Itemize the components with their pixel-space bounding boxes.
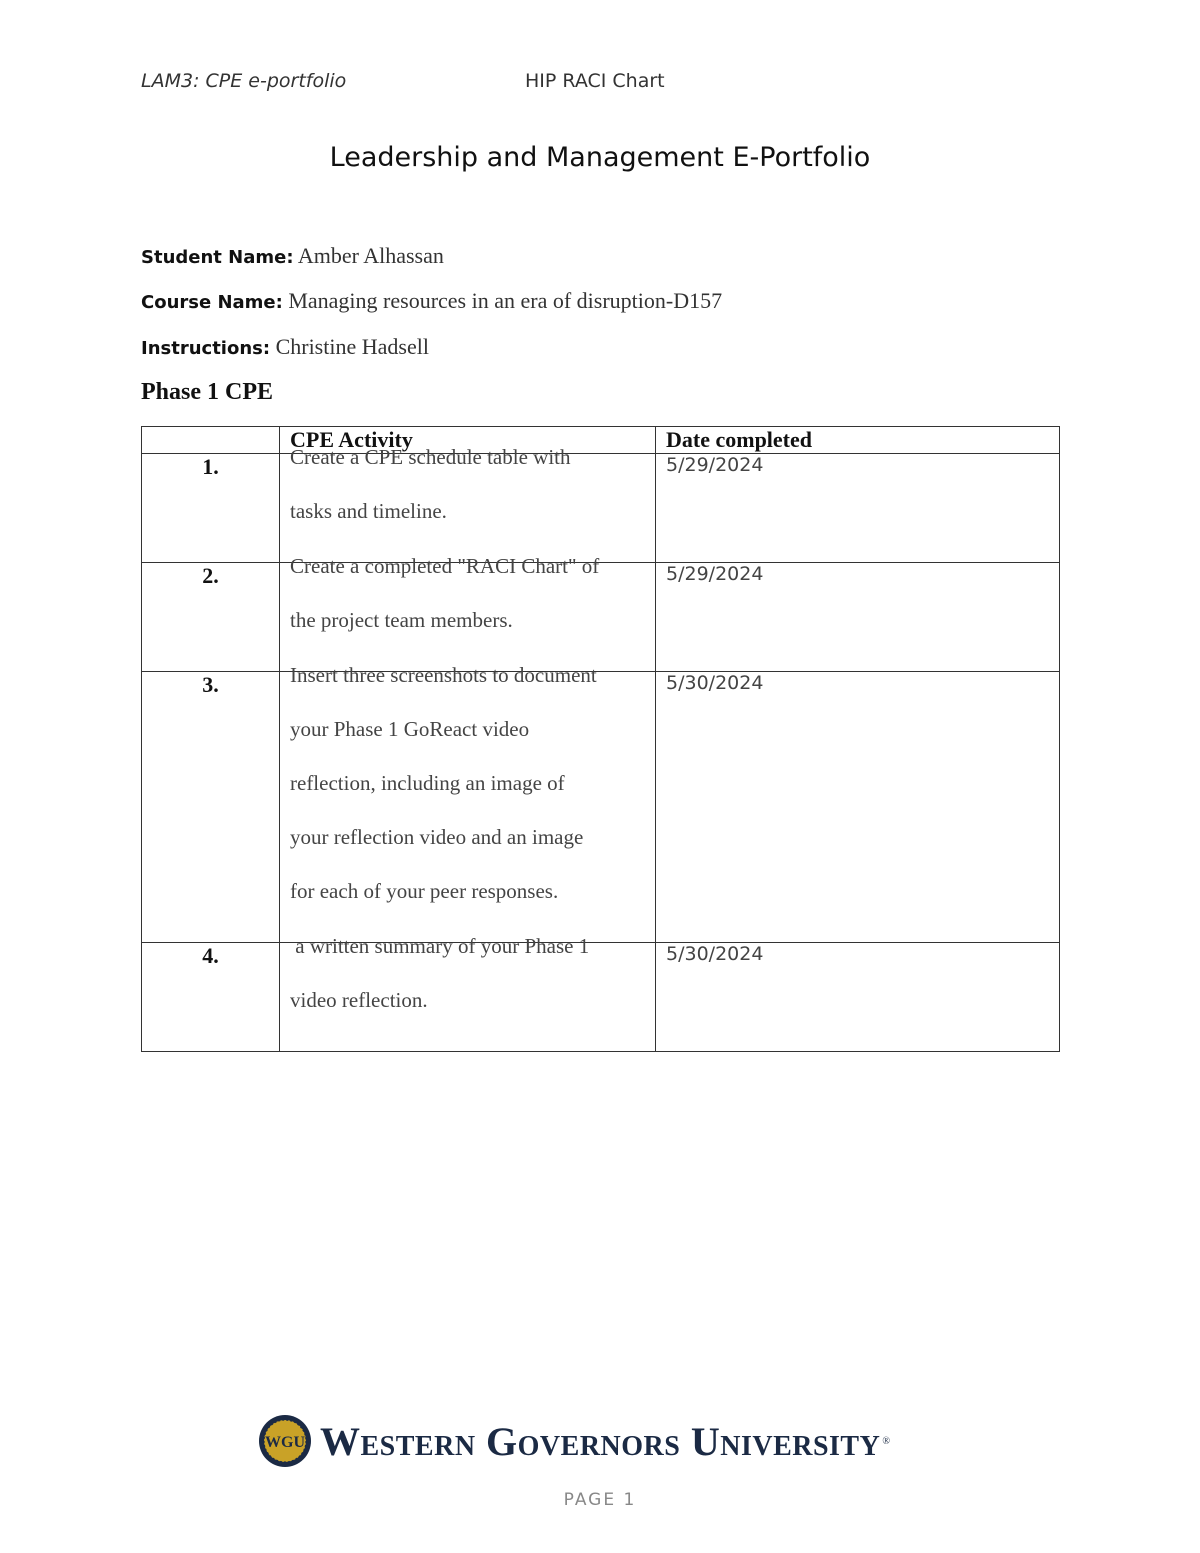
student-name-value: Amber Alhassan <box>297 243 444 268</box>
row-number: 3. <box>142 672 280 943</box>
header-left: LAM3: CPE e-portfolio <box>141 70 347 92</box>
cpe-table <box>141 426 1060 1052</box>
activity-line: a written summary of your Phase 1 <box>290 934 590 958</box>
row-number: 1. <box>142 454 280 563</box>
page-number: PAGE 1 <box>563 1490 637 1510</box>
row-number: 4. <box>142 943 280 1052</box>
phase-heading: Phase 1 CPE <box>141 379 273 405</box>
table-header-row <box>142 427 1060 454</box>
table-row <box>142 454 1060 563</box>
header-center: HIP RACI Chart <box>525 70 665 92</box>
activity-line: Create a CPE schedule table with <box>290 445 571 469</box>
wgu-seal-icon <box>258 1414 312 1468</box>
date-cell: 5/29/2024 <box>656 454 1060 563</box>
seal-text: WGU <box>265 1434 305 1451</box>
course-name-label: Course Name: <box>141 292 283 313</box>
table-row <box>142 672 1060 943</box>
course-name-field <box>141 288 722 314</box>
instructions-value: Christine Hadsell <box>275 334 429 359</box>
instructions-field <box>141 334 429 360</box>
date-cell: 5/29/2024 <box>656 563 1060 672</box>
activity-line: Create a completed "RACI Chart" of <box>290 554 600 578</box>
course-name-value: Managing resources in an era of disruption-D157 <box>288 288 723 313</box>
document-title: Leadership and Management E-Portfolio <box>329 142 871 173</box>
instructions-label: Instructions: <box>141 338 271 359</box>
student-name-label: Student Name: <box>141 247 294 268</box>
activity-line: the project team members. <box>290 608 513 632</box>
header-cell-date: Date completed <box>656 427 1060 454</box>
activity-cell <box>280 445 656 563</box>
activity-line: for each of your peer responses. <box>290 879 559 903</box>
registered-mark: ® <box>882 1435 890 1447</box>
header-cell-number <box>142 427 280 454</box>
table-row <box>142 563 1060 672</box>
activity-line: tasks and timeline. <box>290 499 447 523</box>
activity-cell <box>280 934 656 1052</box>
row-number: 2. <box>142 563 280 672</box>
activity-line: your Phase 1 GoReact video <box>290 717 530 741</box>
date-cell: 5/30/2024 <box>656 672 1060 943</box>
wgu-logo <box>258 1413 890 1469</box>
activity-line: video reflection. <box>290 988 428 1012</box>
activity-cell <box>280 554 656 672</box>
header-cell-activity: CPE Activity <box>280 427 656 454</box>
activity-line: your reflection video and an image <box>290 825 584 849</box>
activity-line: reflection, including an image of <box>290 771 565 795</box>
date-cell: 5/30/2024 <box>656 943 1060 1052</box>
activity-cell <box>280 663 656 943</box>
wgu-wordmark: Western Governors University <box>320 1418 881 1464</box>
student-name-field <box>141 243 444 269</box>
activity-line: Insert three screenshots to document <box>290 663 597 687</box>
table-row <box>142 943 1060 1052</box>
